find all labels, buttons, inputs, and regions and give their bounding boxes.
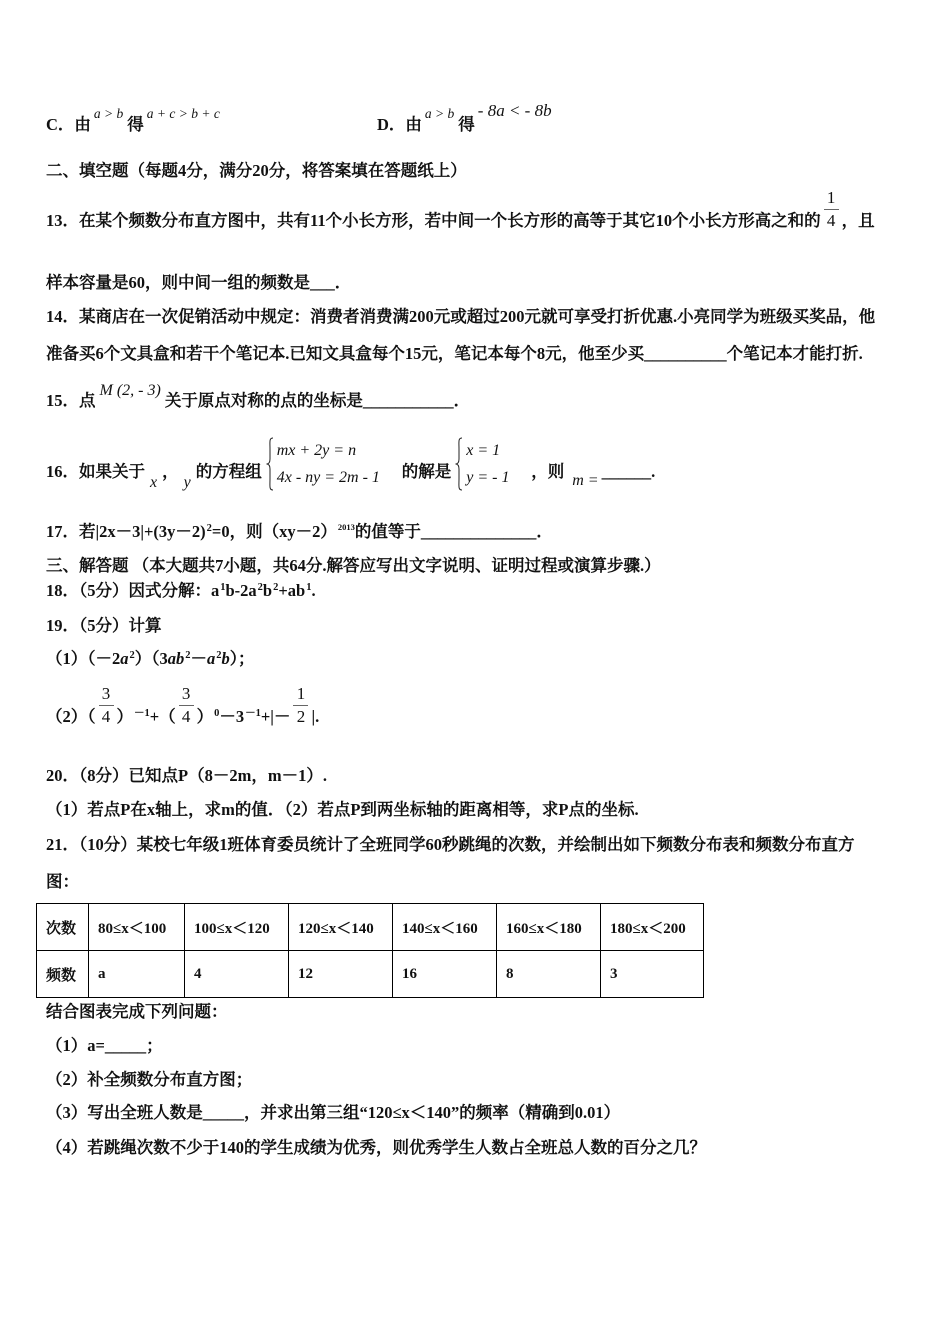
q19-part2-exponent: －1 xyxy=(245,708,261,719)
table-cell: 180≤x＜200 xyxy=(601,904,704,951)
fraction-denominator: 4 xyxy=(824,209,839,232)
table-cell: 140≤x＜160 xyxy=(393,904,497,951)
option-d xyxy=(377,101,555,136)
option-d-label: D．由 xyxy=(377,115,422,134)
followup-item: （2）补全频数分布直方图； xyxy=(46,1070,253,1089)
q19-part2-text: |. xyxy=(311,707,320,726)
q16-mid2: 的解是 xyxy=(401,462,452,481)
left-brace-icon xyxy=(266,437,274,491)
q15-prefix: 15．点 xyxy=(46,391,96,410)
q13-line2: 样本容量是60，则中间一组的频数是___． xyxy=(46,273,352,292)
q16-end: . xyxy=(651,462,656,481)
q19-fraction xyxy=(179,684,194,726)
fraction-numerator: 3 xyxy=(181,684,191,703)
q18-text: +ab xyxy=(278,581,306,600)
solution-row: y = - 1 xyxy=(466,469,510,486)
option-c-de: 得 xyxy=(127,115,144,134)
followup-item: （4）若跳绳次数不少于140的学生成绩为优秀，则优秀学生人数占全班总人数的百分之几？ xyxy=(46,1138,706,1157)
q18-exponent: 1 xyxy=(306,582,312,593)
table-cell: 100≤x＜120 xyxy=(185,904,289,951)
table-cell: 3 xyxy=(601,951,704,998)
q17-text: =0，则（xy－2） xyxy=(211,522,337,541)
table-row-header xyxy=(37,904,704,951)
q18-text: . xyxy=(311,581,316,600)
q19-fraction xyxy=(293,684,308,726)
fraction-denominator: 4 xyxy=(179,705,194,728)
system-row: 4x - ny = 2m - 1 xyxy=(276,469,380,486)
q16-solution-system xyxy=(455,442,527,486)
q13-tail: ，且 xyxy=(841,211,875,230)
q17-exponent: 2013 xyxy=(337,522,355,532)
q19-part1-variable: ab xyxy=(167,649,185,668)
q17-line xyxy=(46,522,553,545)
solution-row: x = 1 xyxy=(466,442,501,459)
q19-part1-exponent: 2 xyxy=(129,650,135,661)
q18-line xyxy=(46,581,316,604)
q19-part2-text: （2）（ xyxy=(46,707,96,726)
fraction-denominator: 2 xyxy=(293,705,308,728)
q18-text: b-2a xyxy=(225,581,257,600)
left-brace-icon xyxy=(455,437,463,491)
q16-var-m: m = xyxy=(572,472,599,489)
q20-line1: 20．（8分）已知点P（8－2m，m－1）. xyxy=(46,766,327,785)
q19-fraction xyxy=(99,684,114,726)
q19-part1-variable: b xyxy=(221,649,230,668)
q19-part1 xyxy=(46,649,255,672)
q16-var-x: x xyxy=(150,474,158,491)
q21-line2: 图： xyxy=(46,872,79,891)
followup-intro: 结合图表完成下列问题： xyxy=(46,1002,228,1021)
table-cell: 次数 xyxy=(37,904,89,951)
q20-line2: （1）若点P在x轴上，求m的值．（2）若点P到两坐标轴的距离相等，求P点的坐标. xyxy=(46,800,639,819)
system-row: mx + 2y = n xyxy=(276,442,357,459)
option-c-result: a + c > b + c xyxy=(146,106,220,121)
table-cell: 8 xyxy=(497,951,601,998)
fraction-numerator: 1 xyxy=(826,188,836,207)
q18-text: 18．（5分）因式分解：a xyxy=(46,581,220,600)
q16-comma: ， xyxy=(162,462,179,481)
q18-exponent: 1 xyxy=(220,582,226,593)
q15-suffix: 关于原点对称的点的坐标是___________． xyxy=(164,391,471,410)
q19-part2-exponent: －1 xyxy=(134,708,150,719)
q13-line1 xyxy=(46,188,875,231)
option-c-label: C．由 xyxy=(46,115,91,134)
fraction-numerator: 1 xyxy=(296,684,306,703)
q16-mid: 的方程组 xyxy=(195,462,262,481)
q17-exponent: 2 xyxy=(206,523,212,534)
option-d-condition: a > b xyxy=(424,106,455,121)
q16-equation-system xyxy=(266,442,398,486)
q19-part1-text: （1）（－2 xyxy=(46,649,121,668)
option-c-condition: a > b xyxy=(93,106,124,121)
q16-then: ，则 xyxy=(531,462,565,481)
q19-part1-exponent: 2 xyxy=(216,650,222,661)
q16-blank: ______ xyxy=(601,462,652,481)
q18-exponent: 2 xyxy=(257,582,263,593)
table-row-frequency xyxy=(37,951,704,998)
q15-line xyxy=(46,382,471,412)
followup-item: （3）写出全班人数是_____，并求出第三组“120≤x＜140”的频率（精确到0.01） xyxy=(46,1103,621,1122)
q19-part2-text: －3 xyxy=(219,707,245,726)
fraction-numerator: 3 xyxy=(101,684,111,703)
table-cell: 12 xyxy=(289,951,393,998)
followup-item: （1）a=_____； xyxy=(46,1036,163,1055)
q18-text: b xyxy=(262,581,273,600)
q14-line1: 14．某商店在一次促销活动中规定：消费者消费满200元或超过200元就可享受打折优惠.小亮同学为班级买奖品，他 xyxy=(46,307,876,326)
frequency-table xyxy=(36,903,704,998)
q14-line2: 准备买6个文具盒和若干个笔记本.已知文具盒每个15元，笔记本每个8元，他至少买__________个笔记本才能打折. xyxy=(46,344,863,363)
q19-part1-exponent: 2 xyxy=(185,650,191,661)
option-c xyxy=(46,106,224,136)
q19-part1-variable: a xyxy=(207,649,216,668)
table-cell: 频数 xyxy=(37,951,89,998)
q19-part2 xyxy=(46,684,320,730)
table-cell: 160≤x＜180 xyxy=(497,904,601,951)
q19-part2-text: ） xyxy=(196,707,214,726)
table-cell: 120≤x＜140 xyxy=(289,904,393,951)
q19-part2-text: ） xyxy=(116,707,133,726)
q16-line xyxy=(46,442,656,491)
q19-part1-text: ）（3 xyxy=(134,649,168,668)
q21-line1: 21．（10分）某校七年级1班体育委员统计了全班同学60秒跳绳的次数，并绘制出如下频数分布表和频数分布直方 xyxy=(46,835,855,854)
q19-part1-text: ）； xyxy=(229,649,255,668)
section3-heading: 三、解答题 （本大题共7小题，共64分.解答应写出文字说明、证明过程或演算步骤.） xyxy=(46,556,661,575)
table-cell: 16 xyxy=(393,951,497,998)
q15-point: M (2, - 3) xyxy=(99,382,161,399)
q16-prefix: 16．如果关于 xyxy=(46,462,145,481)
q18-exponent: 2 xyxy=(273,582,279,593)
q19-title: 19．（5分）计算 xyxy=(46,616,162,635)
section2-heading: 二、填空题（每题4分，满分20分，将答案填在答题纸上） xyxy=(46,161,467,180)
q13-fraction xyxy=(824,188,839,230)
q16-var-y: y xyxy=(183,474,191,491)
q19-part2-text: +|－ xyxy=(260,707,291,726)
q13-text: 13．在某个频数分布直方图中，共有11个小长方形，若中间一个长方形的高等于其它10个小长方形高之和的 xyxy=(46,211,821,230)
q19-part1-variable: a xyxy=(120,649,129,668)
table-cell: 80≤x＜100 xyxy=(89,904,185,951)
q19-part1-text: － xyxy=(190,649,207,668)
q19-part2-exponent: 0 xyxy=(214,708,220,719)
table-cell: a xyxy=(89,951,185,998)
q17-text: 17．若|2x－3|+(3y－2) xyxy=(46,522,206,541)
fraction-denominator: 4 xyxy=(99,705,114,728)
table-cell: 4 xyxy=(185,951,289,998)
q19-part2-text: +（ xyxy=(149,707,176,726)
q17-text: 的值等于______________． xyxy=(354,522,553,541)
option-d-result: - 8a < - 8b xyxy=(477,101,552,120)
option-d-de: 得 xyxy=(458,115,475,134)
